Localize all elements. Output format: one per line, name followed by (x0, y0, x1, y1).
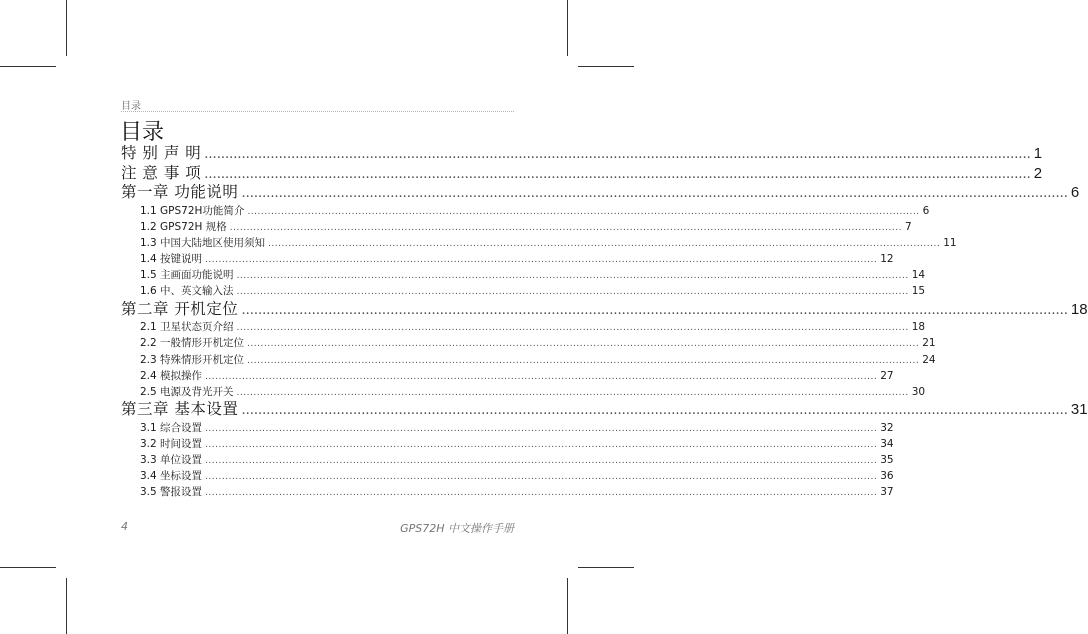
toc-leader-dots: ........................................................................................................................................................................................................ (236, 387, 909, 398)
toc-leader-dots: ........................................................................................................................................................................................................ (236, 271, 909, 282)
toc-entry-title: 2.1 卫星状态页介绍 (140, 321, 234, 334)
toc-entry-title: 2.3 特殊情形开机定位 (140, 353, 245, 366)
table-of-contents (121, 144, 1088, 501)
toc-section-entry[interactable] (121, 436, 894, 452)
header-divider (121, 111, 514, 112)
toc-entry-title: 注 意 事 项 (121, 163, 202, 182)
toc-leader-dots: ........................................................................................................................................................................................................ (247, 206, 920, 217)
toc-section-entry[interactable] (121, 267, 926, 283)
toc-leader-dots: ........................................................................................................................................................................................................ (205, 455, 878, 466)
toc-section-entry[interactable] (121, 352, 936, 368)
toc-entry-title: 3.2 时间设置 (140, 437, 203, 450)
toc-section-entry[interactable] (121, 251, 894, 267)
toc-entry-title: 1.2 GPS72H 规格 (140, 220, 227, 233)
toc-leader-dots: ........................................................................................................................................................................................................ (205, 488, 878, 499)
toc-section-entry[interactable] (121, 219, 912, 235)
toc-entry-title: 2.5 电源及背光开关 (140, 385, 234, 398)
toc-entry-page: 36 (880, 470, 894, 483)
crop-mark (66, 578, 67, 634)
crop-mark (66, 0, 67, 56)
toc-leader-dots: ........................................................................................................................................................................................................ (241, 403, 1068, 419)
toc-entry-title: 1.1 GPS72H功能简介 (140, 204, 245, 217)
toc-leader-dots: ........................................................................................................................................................................................................ (205, 439, 878, 450)
toc-entry-title: 3.3 单位设置 (140, 453, 203, 466)
crop-mark (578, 567, 634, 568)
toc-entry-page: 32 (880, 421, 894, 434)
toc-entry-page: 7 (904, 220, 912, 233)
crop-mark (0, 66, 56, 67)
toc-leader-dots: ........................................................................................................................................................................................................ (247, 339, 920, 350)
toc-leader-dots: ........................................................................................................................................................................................................ (241, 302, 1068, 318)
toc-leader-dots: ........................................................................................................................................................................................................ (236, 287, 909, 298)
toc-section-entry[interactable] (121, 468, 894, 484)
toc-leader-dots: ........................................................................................................................................................................................................ (205, 472, 878, 483)
footer-page-number: 4 (121, 520, 128, 533)
toc-entry-title: 1.5 主画面功能说明 (140, 269, 234, 282)
toc-leader-dots: ........................................................................................................................................................................................................ (205, 255, 878, 266)
toc-entry-page: 12 (880, 253, 894, 266)
toc-entry-title: 第一章 功能说明 (121, 183, 239, 201)
toc-leader-dots: ........................................................................................................................................................................................................ (204, 166, 1031, 182)
toc-leader-dots: ........................................................................................................................................................................................................ (268, 238, 941, 249)
crop-mark (567, 0, 568, 56)
toc-section-entry[interactable] (121, 203, 930, 219)
toc-leader-dots: ........................................................................................................................................................................................................ (241, 186, 1068, 201)
toc-entry-page: 37 (880, 486, 894, 499)
toc-section-entry[interactable] (121, 235, 957, 251)
toc-entry-page: 14 (911, 269, 926, 282)
toc-entry-title: 1.4 按键说明 (140, 253, 203, 266)
toc-leader-dots: ........................................................................................................................................................................................................ (204, 147, 1031, 162)
toc-entry-page: 18 (1070, 300, 1088, 318)
toc-section-entry[interactable] (121, 420, 894, 436)
toc-leader-dots: ........................................................................................................................................................................................................ (236, 323, 909, 334)
toc-leader-dots: ........................................................................................................................................................................................................ (247, 355, 920, 366)
toc-entry-title: 第三章 基本设置 (121, 400, 239, 419)
toc-entry-title: 1.3 中国大陆地区使用须知 (140, 236, 266, 249)
toc-entry-title: 第二章 开机定位 (121, 299, 239, 318)
toc-entry-page: 1 (1033, 145, 1043, 162)
crop-mark (567, 578, 568, 634)
toc-entry-page: 11 (943, 236, 957, 249)
toc-entry-page: 30 (911, 385, 926, 398)
toc-entry-page: 35 (880, 453, 894, 466)
toc-entry-page: 6 (922, 204, 930, 217)
footer-manual-title: GPS72H 中文操作手册 (400, 522, 514, 535)
toc-leader-dots: ........................................................................................................................................................................................................ (205, 423, 878, 434)
toc-entry-page: 34 (880, 437, 894, 450)
toc-entry-page: 27 (880, 369, 894, 382)
toc-section-entry[interactable] (121, 384, 926, 400)
toc-chapter-entry[interactable] (121, 299, 1088, 320)
toc-entry-page: 21 (922, 337, 936, 350)
toc-entry-title: 3.1 综合设置 (140, 421, 203, 434)
toc-entry-page: 18 (911, 321, 926, 334)
toc-chapter-entry[interactable] (121, 144, 1043, 164)
toc-leader-dots: ........................................................................................................................................................................................................ (229, 222, 902, 233)
toc-chapter-entry[interactable] (121, 163, 1043, 184)
toc-entry-title: 2.2 一般情形开机定位 (140, 337, 245, 350)
page-title: 目录 (120, 120, 165, 145)
crop-mark (0, 567, 56, 568)
toc-section-entry[interactable] (121, 335, 936, 351)
toc-entry-title: 1.6 中、英文输入法 (140, 285, 234, 298)
toc-entry-page: 31 (1070, 401, 1088, 419)
toc-entry-title: 3.5 警报设置 (140, 486, 203, 499)
toc-chapter-entry[interactable] (121, 183, 1080, 203)
toc-entry-title: 2.4 模拟操作 (140, 369, 203, 382)
toc-section-entry[interactable] (121, 319, 926, 335)
toc-entry-title: 3.4 坐标设置 (140, 470, 203, 483)
toc-section-entry[interactable] (121, 484, 894, 500)
toc-entry-page: 24 (922, 353, 936, 366)
toc-entry-page: 6 (1070, 184, 1080, 201)
toc-section-entry[interactable] (121, 452, 894, 468)
toc-entry-page: 15 (911, 285, 926, 298)
toc-chapter-entry[interactable] (121, 400, 1088, 420)
running-header: 目录 (121, 101, 141, 112)
toc-entry-page: 2 (1033, 164, 1043, 182)
toc-leader-dots: ........................................................................................................................................................................................................ (205, 371, 878, 382)
toc-section-entry[interactable] (121, 283, 926, 299)
toc-section-entry[interactable] (121, 368, 894, 384)
crop-mark (578, 66, 634, 67)
toc-entry-title: 特 别 声 明 (121, 144, 202, 162)
